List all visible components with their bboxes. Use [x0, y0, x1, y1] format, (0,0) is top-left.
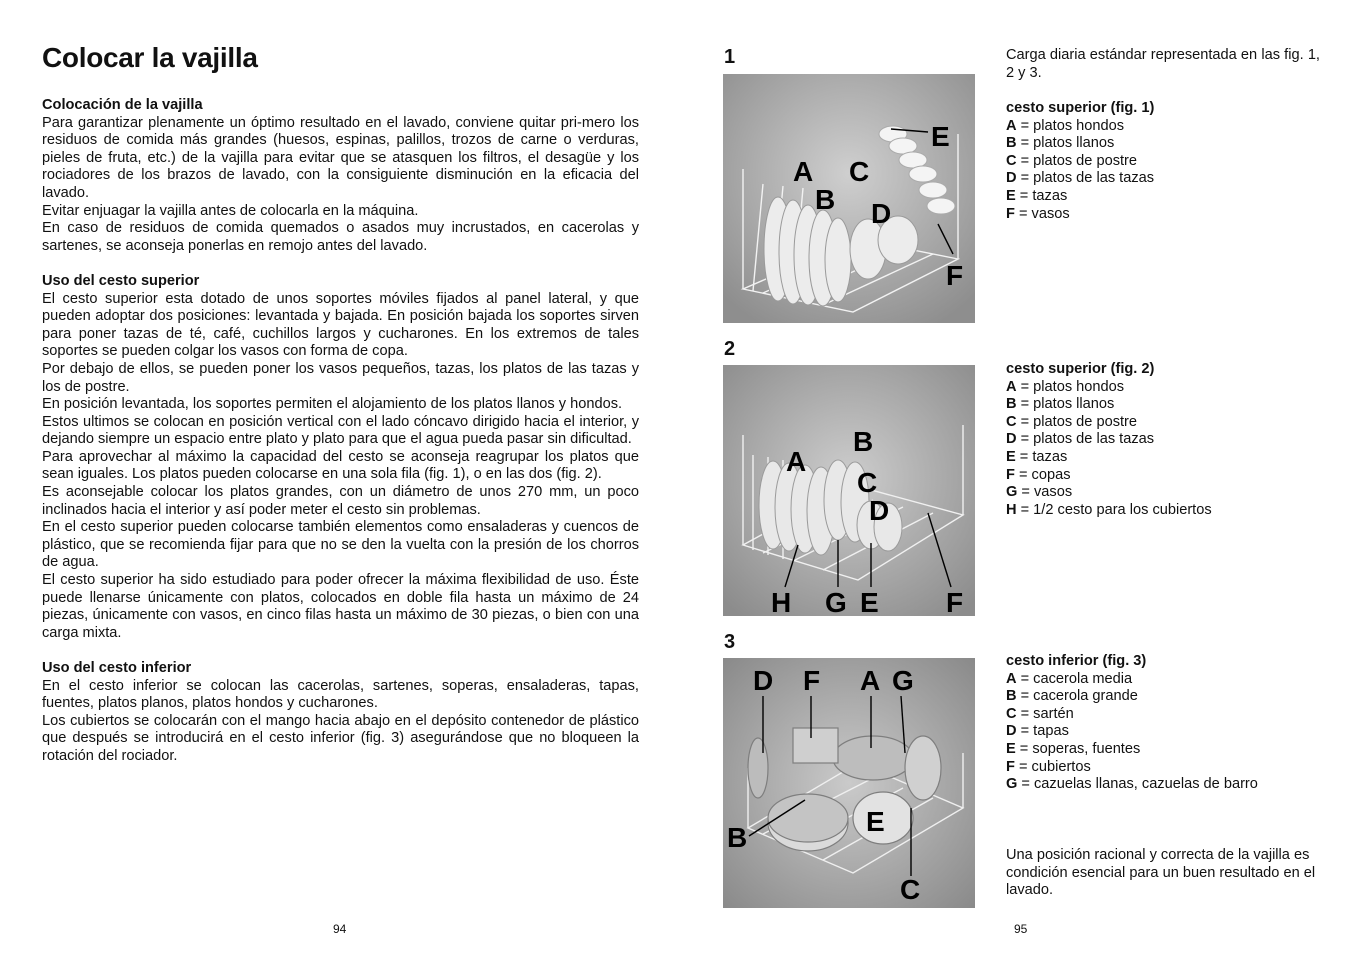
- paragraph: Evitar enjuagar la vajilla antes de colocarla en la máquina.: [42, 202, 419, 219]
- legend-item: B = cacerola grande: [1006, 688, 1138, 705]
- legend-item: G = vasos: [1006, 484, 1073, 501]
- figure-label: E: [860, 587, 879, 616]
- legend-item: G = cazuelas llanas, cazuelas de barro: [1006, 776, 1258, 793]
- legend-item: E = tazas: [1006, 448, 1068, 465]
- section-heading: Colocación de la vajilla: [42, 97, 203, 113]
- figure-label: F: [946, 587, 964, 616]
- figure-label: G: [892, 665, 914, 696]
- figure-label: D: [869, 495, 890, 526]
- figure-label: B: [815, 184, 836, 215]
- paragraph: En posición levantada, los soportes permiten el alojamiento de los platos llanos y hondos.: [42, 396, 623, 413]
- legend-item: B = platos llanos: [1006, 135, 1115, 152]
- paragraph: Para garantizar plenamente un óptimo resultado en el lavado, conviene quitar pri-mero los residuos de comida más grandes (huesos, espinas, palillos, trozos de carne o verduras, pieles de fruta, etc.) de la vajilla para evitar que se atasquen los filtros, el desagüe y los rociadores de los brazos de lavado, con la consiguiente disminución en la eficacia del lavado.: [42, 114, 639, 201]
- page-number-left: 94: [333, 922, 347, 936]
- paragraph: El cesto superior ha sido estudiado para poder ofrecer la máxima flexibilidad de uso. Éste puede llenarse únicamente con platos, colocados en doble fila hasta un máximo de 24 piezas, únicamente con vasos, en cinco filas hasta un máximo de 30 piezas, o bien con una carga mixta.: [42, 572, 639, 641]
- legend-item: D = platos de las tazas: [1006, 431, 1155, 448]
- figure-label: C: [849, 156, 870, 187]
- figure-label: B: [853, 426, 874, 457]
- figure-label: D: [871, 198, 892, 229]
- upper-basket-two-rows-illustration: [723, 365, 975, 616]
- legend-list: [1006, 379, 1320, 520]
- paragraph: Estos ultimos se colocan en posición vertical con el lado cóncavo dirigido hacia el interior, y dejando siempre un espacio entre plato y plato para que el agua pueda pasar sin dificultad.: [42, 413, 639, 448]
- intro-text: Carga diaria estándar representada en las fig. 1, 2 y 3.: [1006, 47, 1320, 81]
- legend-item: E = soperas, fuentes: [1006, 740, 1141, 757]
- legend-item: C = platos de postre: [1006, 413, 1138, 430]
- legend-item: D = tapas: [1006, 723, 1069, 740]
- legend-list: [1006, 118, 1320, 224]
- figure-number: 3: [724, 631, 736, 653]
- paragraph: El cesto superior esta dotado de unos soportes móviles fijados al panel lateral, y que pueden adoptar dos posiciones: levantada y bajada. En posición bajada los soportes sirven para poner tazas de té, café, cuchillos largos y cucharones. En los extremos de tales soportes se pueden colgar los vasos con forma de copa.: [42, 290, 639, 360]
- intro-block: [1006, 47, 1320, 82]
- legend-figure-2: [1006, 361, 1320, 519]
- legend-item: F = vasos: [1006, 205, 1070, 222]
- figure-label: E: [931, 121, 950, 152]
- paragraph: En el cesto inferior se colocan las cacerolas, sartenes, soperas, ensaladeras, tapas, fuentes, platos planos, platos hondos y cucharones.: [42, 677, 639, 712]
- figure-2-photo: [723, 365, 975, 616]
- paragraph: Por debajo de ellos, se pueden poner los vasos pequeños, tazas, los platos de las tazas y los de postre.: [42, 360, 639, 395]
- figure-number: 2: [724, 338, 736, 360]
- legend-list: [1006, 671, 1320, 794]
- paragraph: Los cubiertos se colocarán con el mango hacia abajo en el depósito contenedor de plástico que después se introducirá en el cesto inferior (fig. 3) asegurándose que no bloqueen la rotación del rociador.: [42, 712, 639, 764]
- legend-item: A = cacerola media: [1006, 670, 1133, 687]
- figure-label: A: [793, 156, 814, 187]
- figure-label: F: [803, 665, 821, 696]
- paragraph: Es aconsejable colocar los platos grandes, con un diámetro de unos 270 mm, un poco inclinados hacia el interior y así poder meter el cesto sin problemas.: [42, 484, 639, 518]
- legend-item: F = cubiertos: [1006, 758, 1091, 775]
- legend-item: F = copas: [1006, 466, 1071, 483]
- legend-item: E = tazas: [1006, 187, 1068, 204]
- legend-item: A = platos hondos: [1006, 378, 1125, 395]
- legend-item: C = platos de postre: [1006, 152, 1138, 169]
- paragraph: Para aprovechar al máximo la capacidad del cesto se aconseja reagrupar los platos que sean iguales. Los platos pueden colocarse en una sola fila (fig. 1), o en las dos (fig. 2).: [42, 448, 639, 483]
- figure-number: 1: [724, 46, 736, 68]
- legend-title: cesto superior (fig. 2): [1006, 361, 1155, 377]
- closing-text: Una posición racional y correcta de la vajilla es condición esencial para un buen resultado en el lavado.: [1006, 847, 1316, 899]
- section-cesto-inferior: [42, 660, 639, 766]
- paragraph: En el cesto superior pueden colocarse también elementos como ensaladeras y cuencos de plástico, que se recomienda fijar para que no se den la vuelta con la presión de los chorros de agua.: [42, 519, 639, 571]
- legend-title: cesto superior (fig. 1): [1006, 100, 1155, 116]
- figure-label: C: [857, 467, 878, 498]
- legend-title: cesto inferior (fig. 3): [1006, 653, 1147, 669]
- section-cesto-superior: [42, 273, 639, 642]
- legend-item: H = 1/2 cesto para los cubiertos: [1006, 501, 1212, 518]
- legend-figure-3: [1006, 653, 1320, 794]
- section-heading: Uso del cesto inferior: [42, 660, 192, 676]
- figure-label: C: [900, 874, 921, 905]
- legend-figure-1: [1006, 100, 1320, 223]
- lower-basket-illustration: [723, 658, 975, 908]
- legend-item: B = platos llanos: [1006, 396, 1115, 413]
- page-number-right: 95: [1014, 922, 1028, 936]
- legend-item: A = platos hondos: [1006, 117, 1125, 134]
- left-column: [42, 97, 639, 783]
- figure-3-photo: [723, 658, 975, 908]
- closing-block: [1006, 847, 1320, 900]
- section-heading: Uso del cesto superior: [42, 272, 200, 289]
- figure-label: D: [753, 665, 774, 696]
- figure-label: A: [860, 665, 881, 696]
- figure-label: B: [727, 822, 748, 853]
- figure-1-photo: [723, 74, 975, 323]
- figure-label: A: [786, 446, 807, 477]
- figure-label: E: [866, 806, 885, 837]
- figure-label: G: [825, 587, 847, 616]
- section-colocacion: [42, 97, 639, 255]
- paragraph: En caso de residuos de comida quemados o asados muy incrustados, en cacerolas y sartenes, se aconseja ponerlas en remojo antes del lavado.: [42, 220, 639, 254]
- page-title: Colocar la vajilla: [42, 42, 258, 73]
- legend-item: D = platos de las tazas: [1006, 170, 1155, 187]
- figure-label: F: [946, 260, 964, 291]
- upper-basket-illustration: [723, 74, 975, 323]
- figure-label: H: [771, 587, 792, 616]
- legend-item: C = sartén: [1006, 705, 1074, 722]
